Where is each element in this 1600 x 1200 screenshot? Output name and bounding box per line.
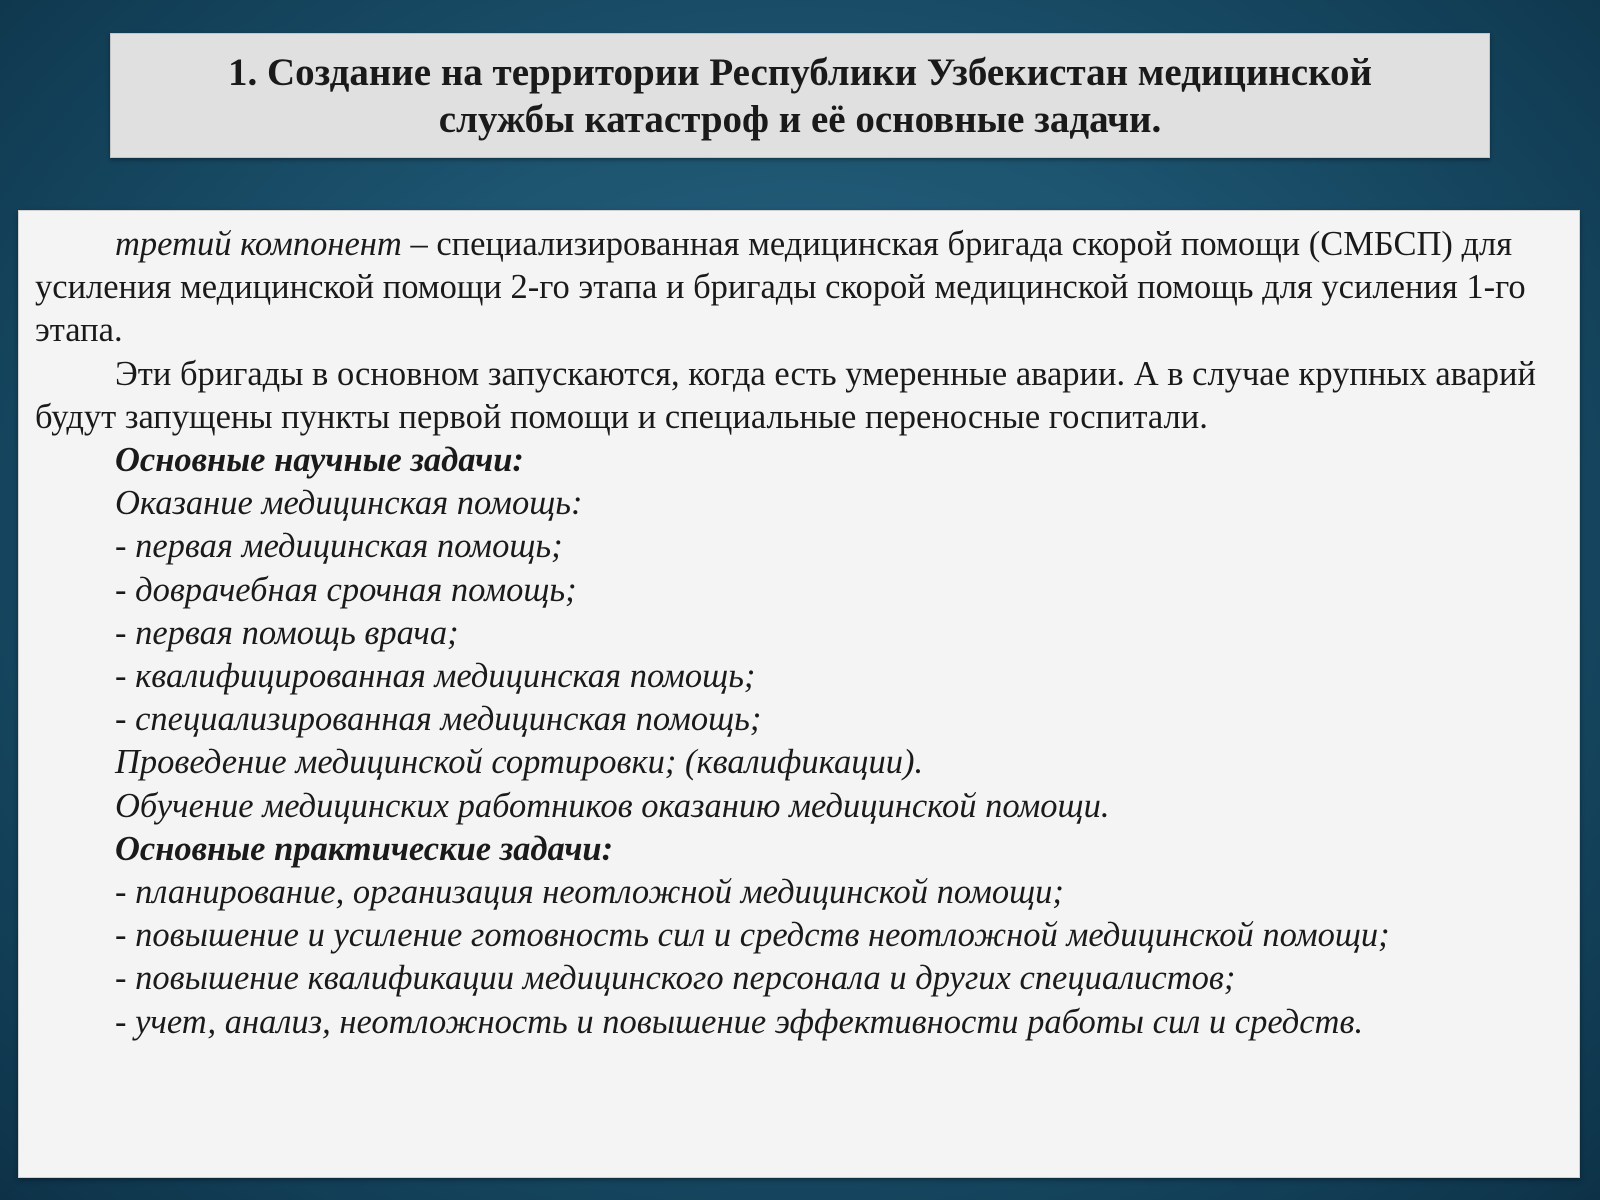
practical-task-item: - повышение и усиление готовность сил и средств неотложной медицинской помощи; — [115, 916, 1390, 955]
scientific-task-item: - первая помощь врача; — [115, 613, 459, 652]
slide-title-line-1: 1. Создание на территории Республики Узбекистан медицинской — [227, 50, 1373, 94]
scientific-tasks-heading: Основные научные задачи: — [115, 441, 524, 480]
paragraph-brigades: Эти бригады в основном запускаются, когда есть умеренные аварии. А в случае крупных аварий будут запущены пункты первой помощи и специальные переносные госпитали. — [35, 354, 1536, 436]
practical-task-item: - повышение квалификации медицинского персонала и других специалистов; — [115, 959, 1236, 998]
slide-title-line-2: службы катастроф и её основные задачи. — [438, 97, 1162, 141]
scientific-task-item: - специализированная медицинская помощь; — [115, 700, 762, 739]
practical-tasks-heading: Основные практические задачи: — [115, 829, 614, 868]
scientific-task-item: - доврачебная срочная помощь; — [115, 570, 577, 609]
scientific-task-item: - первая медицинская помощь; — [115, 527, 563, 566]
scientific-task-item: Проведение медицинской сортировки; (квалификации). — [115, 743, 924, 782]
third-component-term: третий компонент — [115, 225, 402, 263]
scientific-task-item: Оказание медицинская помощь: — [115, 484, 583, 523]
scientific-task-item: Обучение медицинских работников оказанию медицинской помощи. — [115, 786, 1110, 825]
paragraph-third-component — [35, 223, 1565, 353]
slide-content-box — [18, 210, 1580, 1178]
third-component-description: – специализированная медицинская бригада скорой помощи (СМБСП) для усиления медицинской помощи 2-го этапа и бригады скорой медицинской помощь для усиления 1-го этапа. — [35, 225, 1526, 350]
slide-title — [228, 49, 1372, 143]
practical-task-item: - планирование, организация неотложной медицинской помощи; — [115, 873, 1064, 912]
slide-title-box — [110, 33, 1490, 158]
scientific-task-item: - квалифицированная медицинская помощь; — [115, 657, 756, 696]
practical-task-item: - учет, анализ, неотложность и повышение эффективности работы сил и средств. — [115, 1002, 1364, 1041]
